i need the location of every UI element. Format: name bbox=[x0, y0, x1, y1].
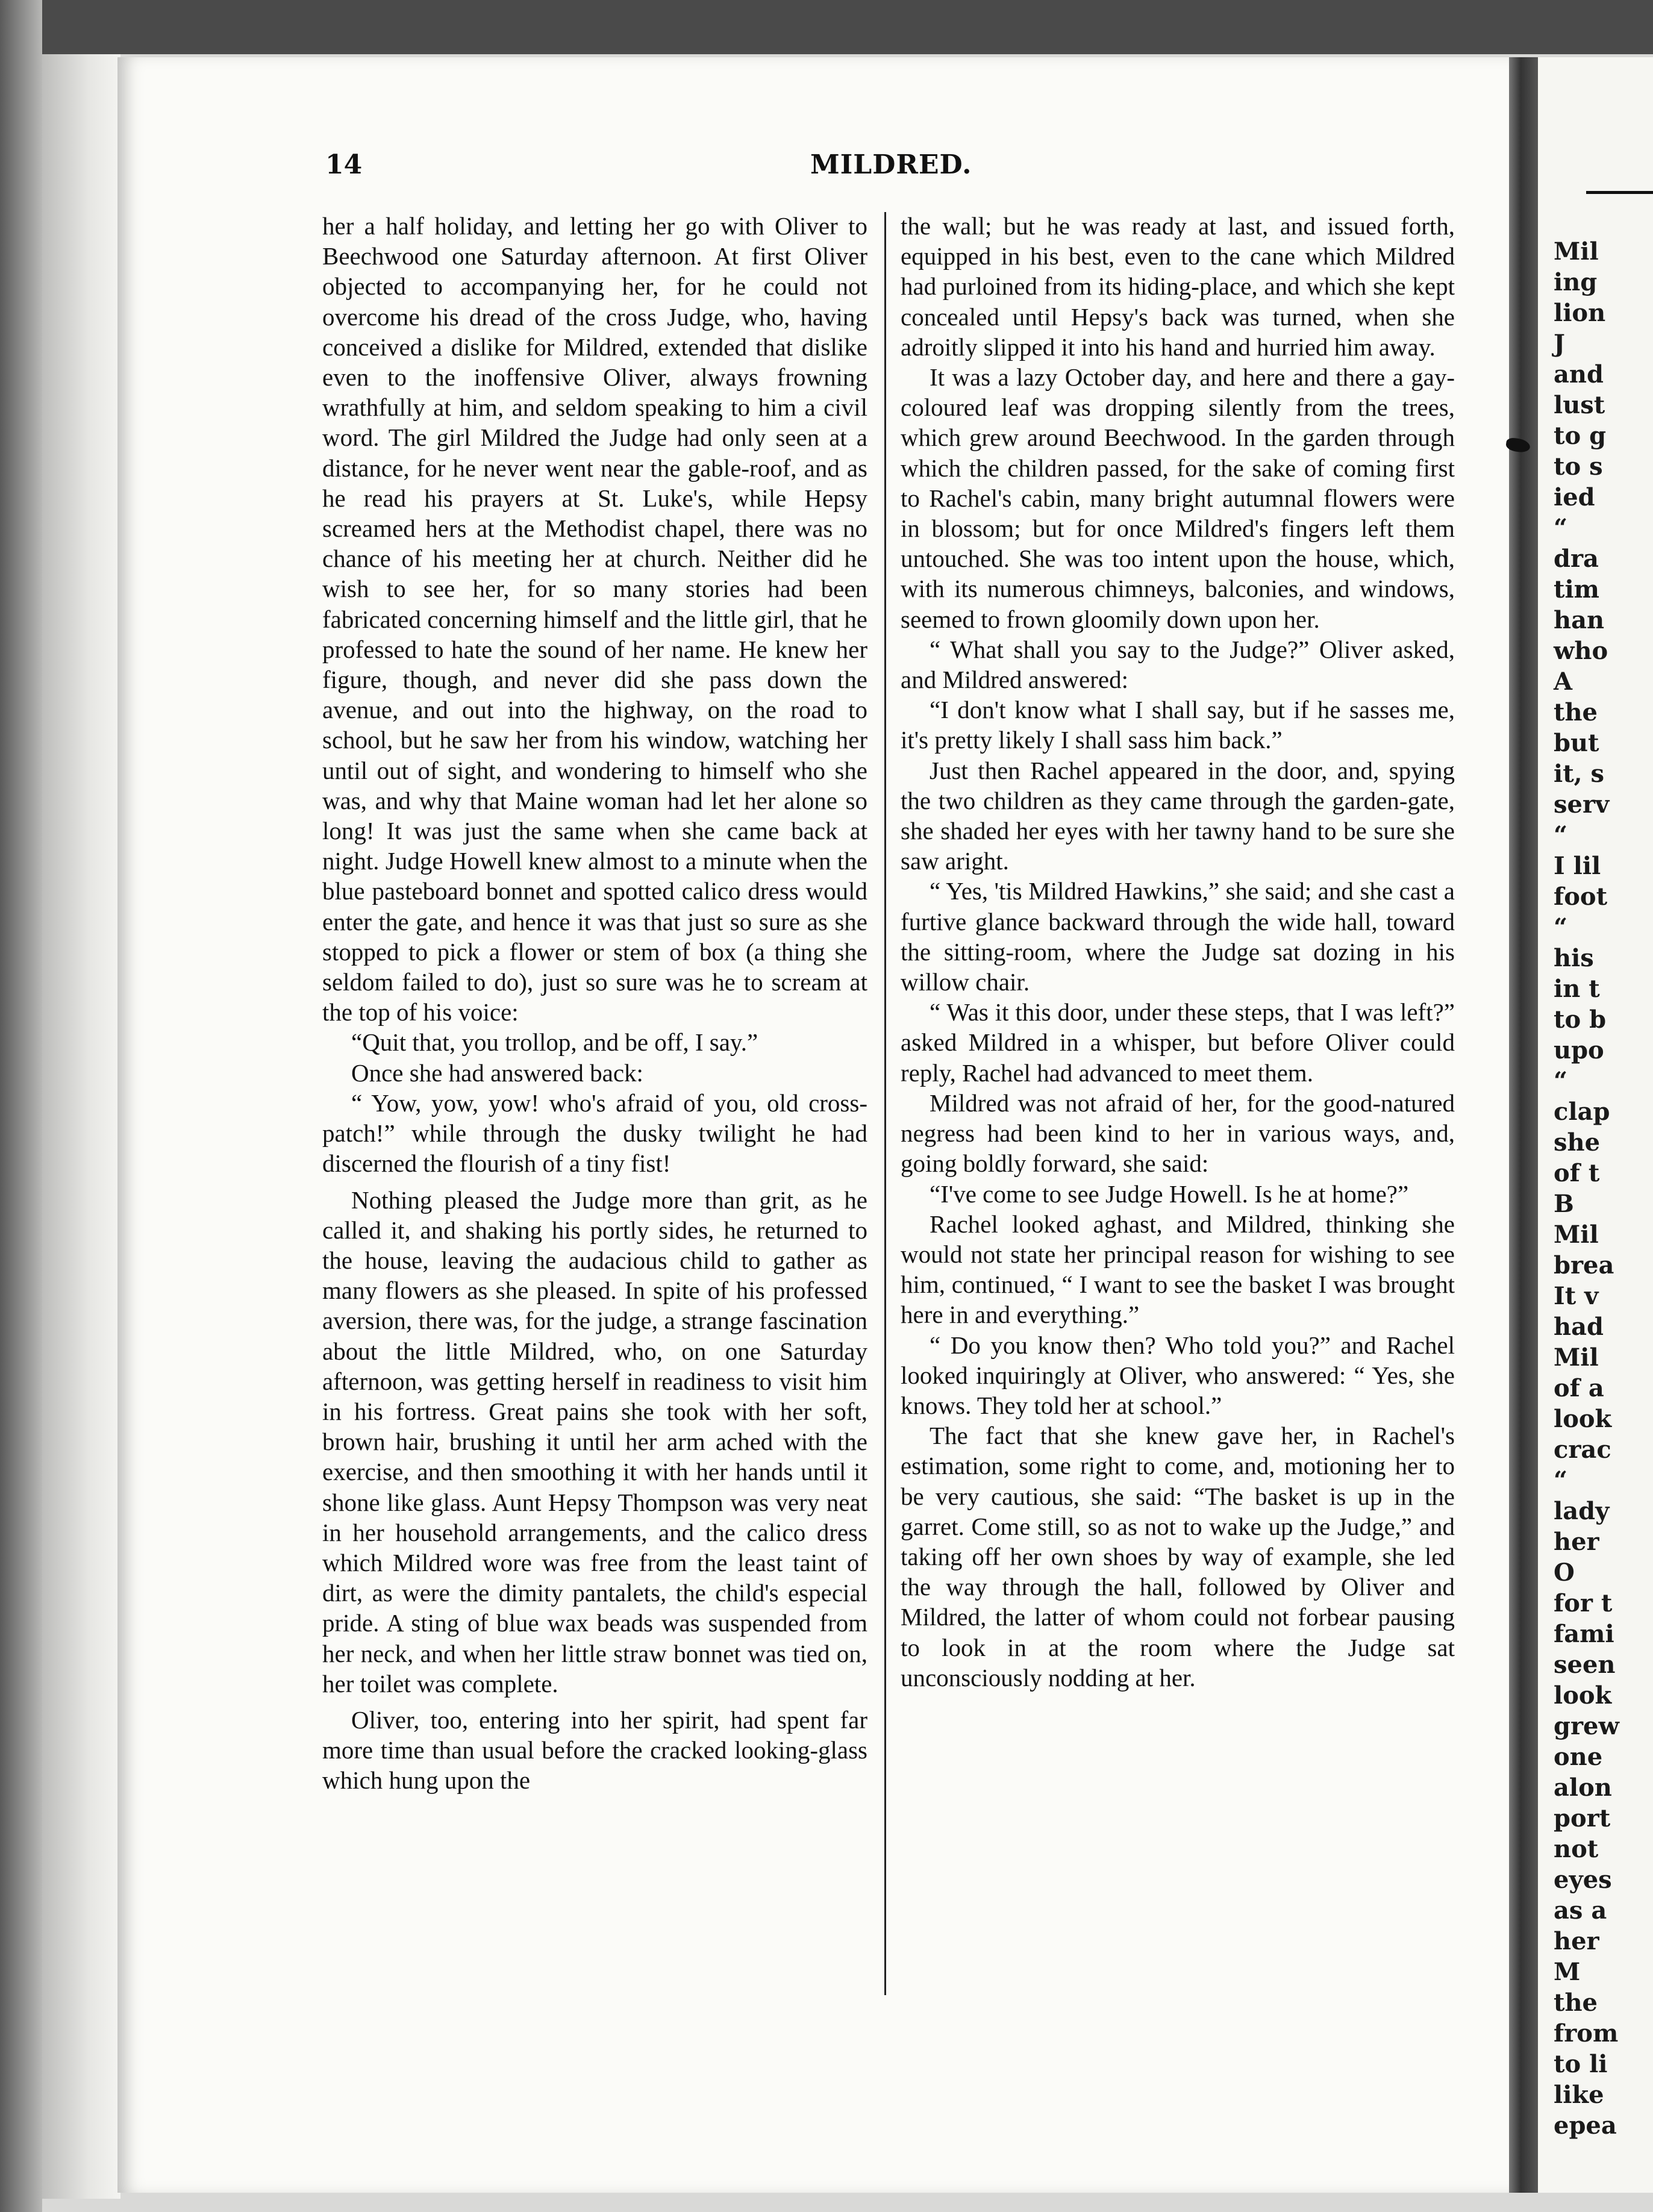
facing-page-line: M bbox=[1554, 1958, 1581, 1986]
paragraph: the wall; but he was ready at last, and issued forth, equipped in his best, even to the cane which Mildred had purloined from its hiding-place, and which she kept concealed until Hepsy's back was turned, when she adroitly slipped it into his hand and hurried him away. bbox=[901, 212, 1455, 361]
facing-page-line: to g bbox=[1554, 422, 1607, 450]
paragraph: Nothing pleased the Judge more than grit, as he called it, and shaking his portly sides, he returned to the house, leaving the audacious child to gather as many flowers as she pleased. In spite of his professed aversion, there was, for the judge, a strange fascination about the little Mildred, who, on one Saturday afternoon, was getting herself in readiness to visit him in his fortress. Great pains she took with her soft, brown hair, brushing it until her arm ached with the exercise, and then smoothing it with her hands until it shone like glass. Aunt Hepsy Thompson was very neat in her household arrangements, and the calico dress which Mildred wore was free from the least taint of dirt, as were the dimity pantalets, the child's especial pride. A sting of blue wax beads was suspended from her neck, and when her little straw bonnet was tied on, her toilet was complete. bbox=[322, 1186, 867, 1698]
paragraph: “I've come to see Judge Howell. Is he at home?” bbox=[930, 1179, 1409, 1208]
facing-page-line: “ bbox=[1554, 913, 1568, 942]
facing-page-line: of t bbox=[1554, 1159, 1600, 1187]
facing-page-line: epea bbox=[1554, 2111, 1617, 2140]
facing-page-line: lust bbox=[1554, 391, 1605, 419]
paragraph: Rachel looked aghast, and Mildred, thinking she would not state her principal reason for wishing to see him, continued, “ I want to see the basket I was brought here in and everything.” bbox=[901, 1210, 1455, 1329]
facing-page-line: clap bbox=[1554, 1098, 1610, 1126]
paragraph: Mildred was not afraid of her, for the good-natured negress had been kind to her in various ways, and, going boldly forward, she said: bbox=[901, 1089, 1455, 1178]
facing-page-line: to li bbox=[1554, 2050, 1608, 2078]
facing-page-line: alon bbox=[1554, 1773, 1612, 1802]
facing-page-line: it, s bbox=[1554, 760, 1605, 788]
facing-page-line: she bbox=[1554, 1128, 1601, 1157]
facing-page-line: Mil bbox=[1554, 1220, 1599, 1249]
facing-page-line: It v bbox=[1554, 1282, 1599, 1310]
facing-page-line: “ bbox=[1554, 1466, 1568, 1495]
facing-page-line: O bbox=[1554, 1558, 1575, 1587]
facing-page-line: serv bbox=[1554, 790, 1610, 819]
facing-page-line: han bbox=[1554, 606, 1605, 634]
paragraph: “ Yow, yow, yow! who's afraid of you, old cross-patch!” while through the dusky twilight he had discerned the flourish of a tiny fist! bbox=[322, 1089, 867, 1178]
facing-page-line: foot bbox=[1554, 883, 1608, 911]
facing-page-line: J bbox=[1554, 330, 1565, 358]
facing-page-line: to s bbox=[1554, 452, 1603, 481]
paragraph: “Quit that, you trollop, and be off, I say.” bbox=[351, 1028, 758, 1057]
facing-page-line: “ bbox=[1554, 1067, 1568, 1095]
facing-page-line: in t bbox=[1554, 975, 1600, 1003]
facing-page-line: her bbox=[1554, 1927, 1599, 1955]
column-divider bbox=[884, 212, 886, 1995]
facing-page-line: but bbox=[1554, 729, 1599, 757]
paragraph: Just then Rachel appeared in the door, and, spying the two children as they came through the garden-gate, she shaded her eyes with her tawny hand to be sure she saw aright. bbox=[901, 756, 1455, 875]
page-number: 14 bbox=[325, 149, 363, 180]
facing-page-line: had bbox=[1554, 1313, 1604, 1341]
facing-page-line: like bbox=[1554, 2081, 1604, 2109]
book-gutter bbox=[1509, 57, 1538, 2193]
facing-page-line: for t bbox=[1554, 1589, 1613, 1617]
right-text-column bbox=[901, 211, 1455, 1693]
facing-page-line: to b bbox=[1554, 1005, 1607, 1034]
facing-page-line: one bbox=[1554, 1743, 1603, 1771]
facing-page-line: not bbox=[1554, 1835, 1599, 1863]
facing-page-line: dra bbox=[1554, 545, 1599, 573]
facing-page-line: tim bbox=[1554, 575, 1599, 604]
facing-page-line: eyes bbox=[1554, 1866, 1612, 1894]
facing-page-line: the bbox=[1554, 698, 1598, 726]
paragraph: “ Do you know then? Who told you?” and Rachel looked inquiringly at Oliver, who answered: “ Yes, she knows. They told her at school.” bbox=[901, 1331, 1455, 1419]
facing-page-line: ing bbox=[1554, 268, 1598, 296]
paragraph: her a half holiday, and letting her go with Oliver to Beechwood one Saturday afternoon. At first Oliver objected to accompanying her, for he could not overcome his dread of the cross Judge, who, having conceived a dislike for Mildred, extended that dislike even to the inoffensive Oliver, always frowning wrathfully at him, and seldom speaking to him a civil word. The girl Mildred the Judge had only seen at a distance, for he never went near the gable-roof, and as he read his prayers at St. Luke's, while Hepsy screamed hers at the Methodist chapel, there was no chance of his meeting her at church. Neither did he wish to see her, for so many stories had been fabricated concerning himself and the little girl, that he professed to hate the sound of her name. He knew her figure, though, and never did she pass down the avenue, and out into the highway, on the road to school, but he saw her from his window, watching her until out of sight, and wondering to himself who she was, and why that Maine woman had let her alone so long! It was just the same when she came back at night. Judge Howell knew almost to a minute when the blue pasteboard bonnet and spotted calico dress would enter the gate, and hence it was that just so sure as she stopped to pick a flower or stem of box (a thing she seldom failed to do), just so sure was he to scream at the top of his voice: bbox=[322, 212, 867, 1026]
paragraph: The fact that she knew gave her, in Rachel's estimation, some right to come, and, motioning her to be very cautious, she said: “The basket is up in the garret. Come still, so as not to wake up the Judge,” and taking off her own shoes by way of example, she led the way through the hall, followed by Oliver and Mildred, the latter of whom could not forbear pausing to look in at the room where the Judge sat unconsciously nodding at her. bbox=[901, 1422, 1455, 1692]
facing-page-rule bbox=[1586, 191, 1653, 194]
left-text-column bbox=[322, 211, 867, 1796]
paragraph: “ What shall you say to the Judge?” Oliver asked, and Mildred answered: bbox=[901, 635, 1455, 694]
facing-page-line: B bbox=[1554, 1190, 1574, 1218]
paragraph: “I don't know what I shall say, but if he sasses me, it's pretty likely I shall sass him back.” bbox=[901, 696, 1455, 754]
paragraph: “ Yes, 'tis Mildred Hawkins,” she said; and she cast a furtive glance backward through the wide hall, toward the sitting-room, where the Judge sat dozing in his willow chair. bbox=[901, 877, 1455, 996]
scanner-background-left bbox=[0, 0, 42, 2212]
facing-page-line: upo bbox=[1554, 1036, 1604, 1064]
facing-page-line: Mil bbox=[1554, 1343, 1599, 1372]
facing-page-line: grew bbox=[1554, 1712, 1619, 1740]
paragraph: It was a lazy October day, and here and there a gay-coloured leaf was dropping silently from the trees, which grew around Beechwood. In the garden through which the children passed, for the sake of coming first to Rachel's cabin, many bright autumnal flowers were in blossom; but for once Mildred's fingers left them untouched. She was too intent upon the house, which, with its numerous chimneys, balconies, and windows, seemed to frown gloomily down upon her. bbox=[901, 363, 1455, 633]
facing-page-line: “ bbox=[1554, 514, 1568, 542]
facing-page-line: Mil bbox=[1554, 237, 1599, 266]
facing-page-line: the bbox=[1554, 1989, 1598, 2017]
facing-page-line: A bbox=[1554, 667, 1573, 696]
facing-page-line: from bbox=[1554, 2019, 1619, 2048]
page-stack-edge bbox=[42, 54, 120, 2199]
facing-page-line: and bbox=[1554, 360, 1604, 389]
facing-page-line: look bbox=[1554, 1405, 1612, 1433]
running-title: MILDRED. bbox=[810, 149, 972, 180]
facing-page-line: lady bbox=[1554, 1497, 1610, 1525]
facing-page-line: his bbox=[1554, 944, 1594, 972]
facing-page-line: I lil bbox=[1554, 852, 1601, 880]
facing-page-line: her bbox=[1554, 1528, 1599, 1556]
facing-page-line: seen bbox=[1554, 1651, 1616, 1679]
paragraph: Once she had answered back: bbox=[351, 1058, 643, 1087]
facing-page-line: who bbox=[1554, 637, 1608, 665]
facing-page-line: port bbox=[1554, 1804, 1611, 1832]
facing-page-line: crac bbox=[1554, 1436, 1611, 1464]
facing-page bbox=[1538, 57, 1653, 2193]
facing-page-line: brea bbox=[1554, 1251, 1614, 1279]
facing-page-line: as a bbox=[1554, 1896, 1607, 1925]
facing-page-line: look bbox=[1554, 1681, 1612, 1710]
facing-page-line: of a bbox=[1554, 1374, 1604, 1402]
facing-page-line: lion bbox=[1554, 299, 1606, 327]
facing-page-line: ied bbox=[1554, 483, 1595, 511]
facing-page-line: fami bbox=[1554, 1620, 1614, 1648]
paragraph: “ Was it this door, under these steps, that I was left?” asked Mildred in a whisper, but before Oliver could reply, Rachel had advanced to meet them. bbox=[901, 998, 1455, 1087]
scanner-background-top bbox=[0, 0, 1653, 54]
facing-page-line: “ bbox=[1554, 821, 1568, 849]
paragraph: Oliver, too, entering into her spirit, had spent far more time than usual before the cracked looking-glass which hung upon the bbox=[322, 1705, 867, 1795]
